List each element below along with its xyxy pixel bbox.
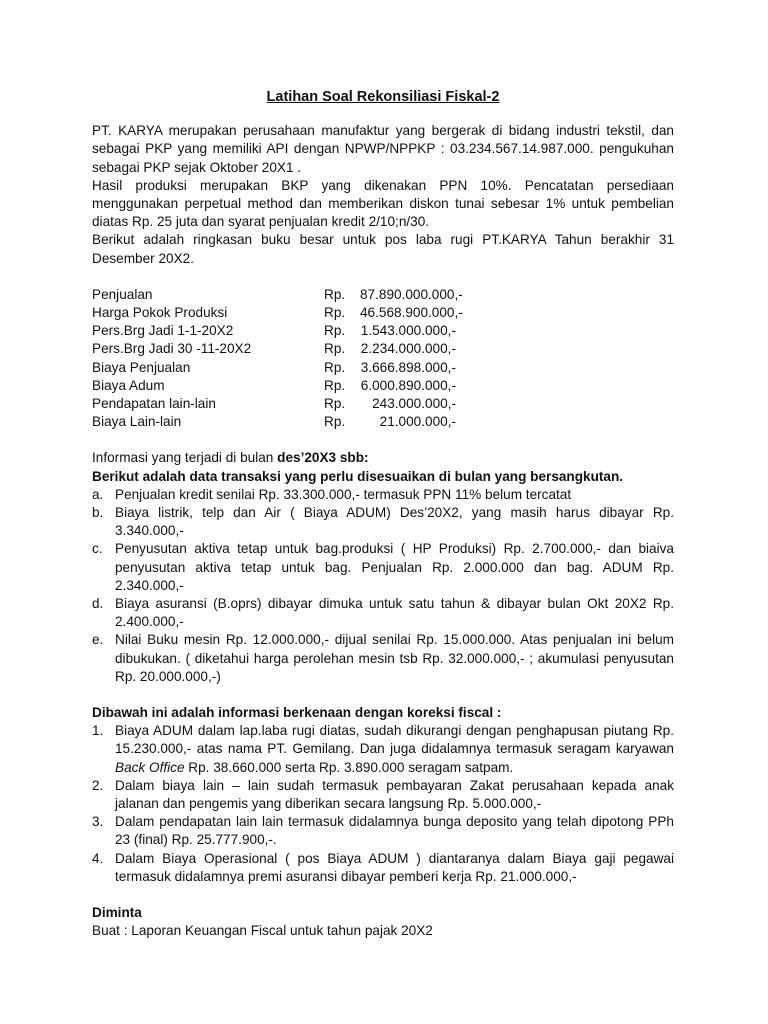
list-marker: 1. [92, 723, 104, 739]
list-text: Biaya asuransi (B.oprs) dibayar dimuka untuk satu tahun & dibayar bulan Okt 20X2 Rp. 2.400.000,- [115, 595, 674, 630]
ledger-row [92, 413, 674, 431]
corrections-heading: Dibawah ini adalah informasi berkenaan dengan koreksi fiscal : [92, 704, 502, 720]
ledger-amount: 3.666.898.000,- [360, 359, 456, 375]
list-item [92, 504, 674, 540]
ledger-currency: Rp. [324, 377, 346, 393]
ledger-amount: 243.000.000,- [372, 395, 456, 411]
list-marker: d. [92, 595, 104, 611]
intro-paragraph-1: PT. KARYA merupakan perusahaan manufaktur yang bergerak di bidang industri tekstil, dan sebagai PKP yang memiliki API dengan NPWP/NPPKP : 03.234.567.14.987.000. pengukuhan sebagai PKP sejak Oktober 20X1 . [92, 123, 674, 175]
ledger-label: Harga Pokok Produksi [92, 305, 228, 321]
info-line-prefix: Informasi yang terjadi di bulan [92, 450, 278, 466]
diminta-text: Buat : Laporan Keuangan Fiscal untuk tahun pajak 20X2 [92, 923, 433, 939]
ledger-label: Pendapatan lain-lain [92, 395, 216, 411]
list-item [92, 595, 674, 631]
ledger-row [92, 377, 674, 395]
ledger-currency: Rp. [324, 414, 346, 430]
ledger-amount: 46.568.900.000,- [360, 305, 463, 321]
ledger-currency: Rp. [324, 341, 346, 357]
list-text [115, 722, 674, 777]
list-text: Penjualan kredit senilai Rp. 33.300.000,- termasuk PPN 11% belum tercatat [115, 486, 572, 502]
transactions-list [92, 486, 674, 686]
ledger-currency: Rp. [324, 305, 346, 321]
list-marker: c. [92, 541, 103, 557]
correction-text-pre: Biaya ADUM dalam lap.laba rugi diatas, sudah dikurangi dengan penghapusan piutang Rp. 15.230.000,- atas nama PT. Gemilang. Dan juga didalamnya termasuk seragam karyawan [115, 723, 674, 757]
list-item [92, 631, 674, 686]
list-item [92, 722, 674, 777]
info-line-period: des’20X3 sbb: [277, 450, 369, 466]
ledger-label: Pers.Brg Jadi 30 -11-20X2 [92, 341, 252, 357]
ledger-row [92, 304, 674, 322]
list-text: Dalam Biaya Operasional ( pos Biaya ADUM ) diantaranya dalam Biaya gaji pegawai termasuk didalamnya premi asuransi dibayar pemberi kerja Rp. 21.000.000,- [115, 850, 674, 884]
ledger-amount: 6.000.890.000,- [360, 377, 456, 393]
ledger-currency: Rp. [324, 395, 346, 411]
list-marker: 2. [92, 777, 104, 793]
list-marker: e. [92, 632, 104, 648]
intro-paragraph-2: Hasil produksi merupakan BKP yang dikenakan PPN 10%. Pencatatan persediaan menggunakan perpetual method dan memberikan diskon tunai sebesar 1% untuk pembelian diatas Rp. 25 juta dan syarat penjualan kredit 2/10;n/30. [92, 177, 674, 230]
correction-text-italic: Back Office [115, 759, 185, 775]
ledger-row [92, 340, 674, 358]
corrections-list [92, 722, 674, 886]
list-item [92, 850, 674, 886]
ledger-amount: 2.234.000.000,- [360, 341, 456, 357]
intro-paragraph-3: Berikut adalah ringkasan buku besar untuk pos laba rugi PT.KARYA Tahun berakhir 31 Desember 20X2. [92, 232, 674, 266]
ledger-row [92, 322, 674, 340]
ledger-row [92, 395, 674, 413]
list-text: Biaya listrik, telp dan Air ( Biaya ADUM) Des’20X2, yang masih harus dibayar Rp. 3.340.000,- [115, 504, 674, 539]
list-marker: b. [92, 504, 104, 520]
ledger-currency: Rp. [324, 359, 346, 375]
diminta-label: Diminta [92, 905, 142, 920]
ledger-row [92, 359, 674, 377]
list-marker: 3. [92, 814, 104, 830]
list-item [92, 486, 674, 504]
list-item [92, 813, 674, 849]
ledger-amount: 1.543.000.000,- [360, 323, 456, 339]
ledger-amount: 87.890.000.000,- [360, 286, 463, 302]
ledger-currency: Rp. [324, 286, 346, 302]
ledger-summary [92, 286, 674, 432]
list-text: Nilai Buku mesin Rp. 12.000.000,- dijual senilai Rp. 15.000.000. Atas penjualan ini belum dibukukan. ( diketahui harga perolehan mesin tsb Rp. 32.000.000,- ; akumulasi penyusutan Rp. 20.000.000,-) [115, 632, 674, 684]
ledger-label: Penjualan [92, 286, 153, 302]
correction-text-post: Rp. 38.660.000 serta Rp. 3.890.000 seragam satpam. [184, 759, 514, 775]
ledger-currency: Rp. [324, 323, 346, 339]
document-title: Latihan Soal Rekonsiliasi Fiskal-2 [266, 89, 500, 105]
ledger-row [92, 286, 674, 304]
list-marker: a. [92, 486, 104, 502]
ledger-label: Biaya Penjualan [92, 359, 191, 375]
ledger-label: Pers.Brg Jadi 1-1-20X2 [92, 323, 234, 339]
ledger-label: Biaya Lain-lain [92, 414, 182, 430]
list-text: Dalam pendapatan lain lain termasuk didalamnya bunga deposito yang telah dipotong PPh 23 (final) Rp. 25.777.900,-. [115, 814, 674, 848]
ledger-label: Biaya Adum [92, 377, 165, 393]
list-marker: 4. [92, 850, 104, 866]
list-item [92, 777, 674, 813]
transactions-heading: Berikut adalah data transaksi yang perlu disesuaikan di bulan yang bersangkutan. [92, 468, 624, 484]
list-item [92, 540, 674, 595]
list-text: Dalam biaya lain – lain sudah termasuk pembayaran Zakat perusahaan kepada anak jalanan dan pengemis yang diberikan secara langsung Rp. 5.000.000,- [115, 777, 674, 811]
list-text: Penyusutan aktiva tetap untuk bag.produksi ( HP Produksi) Rp. 2.700.000,- dan biaiva penyusutan aktiva tetap untuk bag. Penjualan Rp. 2.000.000 dan bag. ADUM Rp. 2.340.000,- [115, 541, 674, 593]
document-page [92, 88, 674, 940]
ledger-amount: 21.000.000,- [379, 414, 456, 430]
info-line [92, 449, 674, 467]
